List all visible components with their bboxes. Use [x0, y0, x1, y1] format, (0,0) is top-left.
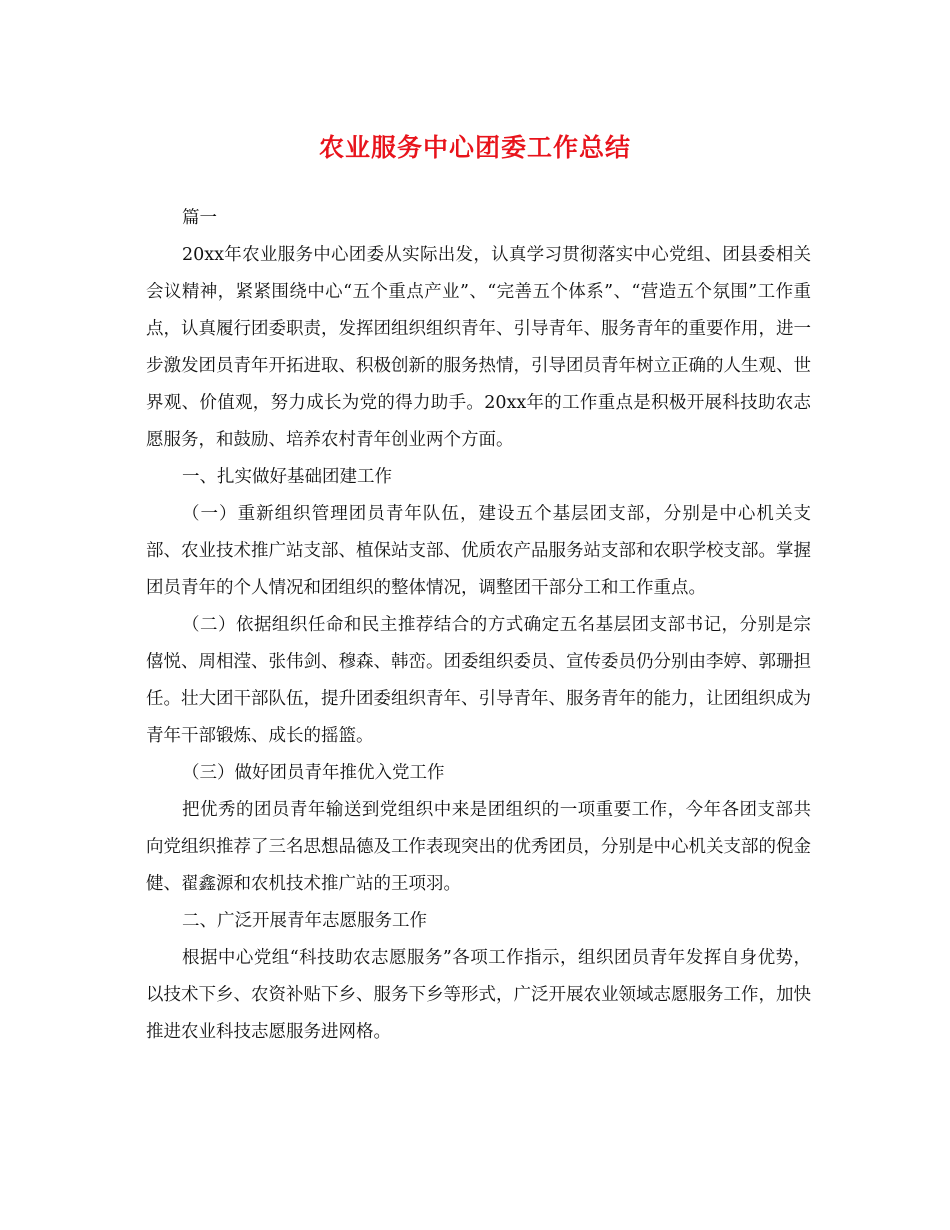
body-paragraph: 把优秀的团员青年输送到党组织中来是团组织的一项重要工作，今年各团支部共向党组织推荐了三名思想品德及工作表现突出的优秀团员，分别是中心机关支部的倪金健、翟鑫源和农机技术推广站的王项羽。 [146, 800, 811, 894]
document-body [146, 200, 811, 1051]
section-label: 篇一 [182, 208, 217, 228]
body-paragraph: 根据中心党组“科技助农志愿服务”各项工作指示，组织团员青年发挥自身优势，以技术下乡、农资补贴下乡、服务下乡等形式，广泛开展农业领域志愿服务工作，加快推进农业科技志愿服务进网格。 [146, 948, 811, 1042]
section-heading: 二、广泛开展青年志愿服务工作 [182, 911, 427, 931]
body-paragraph: （二）依据组织任命和民主推荐结合的方式确定五名基层团支部书记，分别是宗僖悦、周相滢、张伟剑、穆森、韩峦。团委组织委员、宣传委员仍分别由李婷、郭珊担任。壮大团干部队伍，提升团委组织青年、引导青年、服务青年的能力，让团组织成为青年干部锻炼、成长的摇篮。 [146, 615, 811, 746]
body-paragraph: （一）重新组织管理团员青年队伍，建设五个基层团支部，分别是中心机关支部、农业技术推广站支部、植保站支部、优质农产品服务站支部和农职学校支部。掌握团员青年的个人情况和团组织的整体情况，调整团干部分工和工作重点。 [146, 504, 811, 598]
subsection-heading: （三）做好团员青年推优入党工作 [182, 763, 445, 783]
document-title: 农业服务中心团委工作总结 [318, 133, 631, 162]
body-paragraph: 20xx年农业服务中心团委从实际出发，认真学习贯彻落实中心党组、团县委相关会议精神，紧紧围绕中心“五个重点产业”、“完善五个体系”、“营造五个氛围”工作重点，认真履行团委职责，发挥团组织组织青年、引导青年、服务青年的重要作用，进一步激发团员青年开拓进取、积极创新的服务热情，引导团员青年树立正确的人生观、世界观、价值观，努力成长为党的得力助手。20xx年的工作重点是积极开展科技助农志愿服务，和鼓励、培养农村青年创业两个方面。 [146, 245, 811, 450]
section-heading: 一、扎实做好基础团建工作 [182, 467, 392, 487]
